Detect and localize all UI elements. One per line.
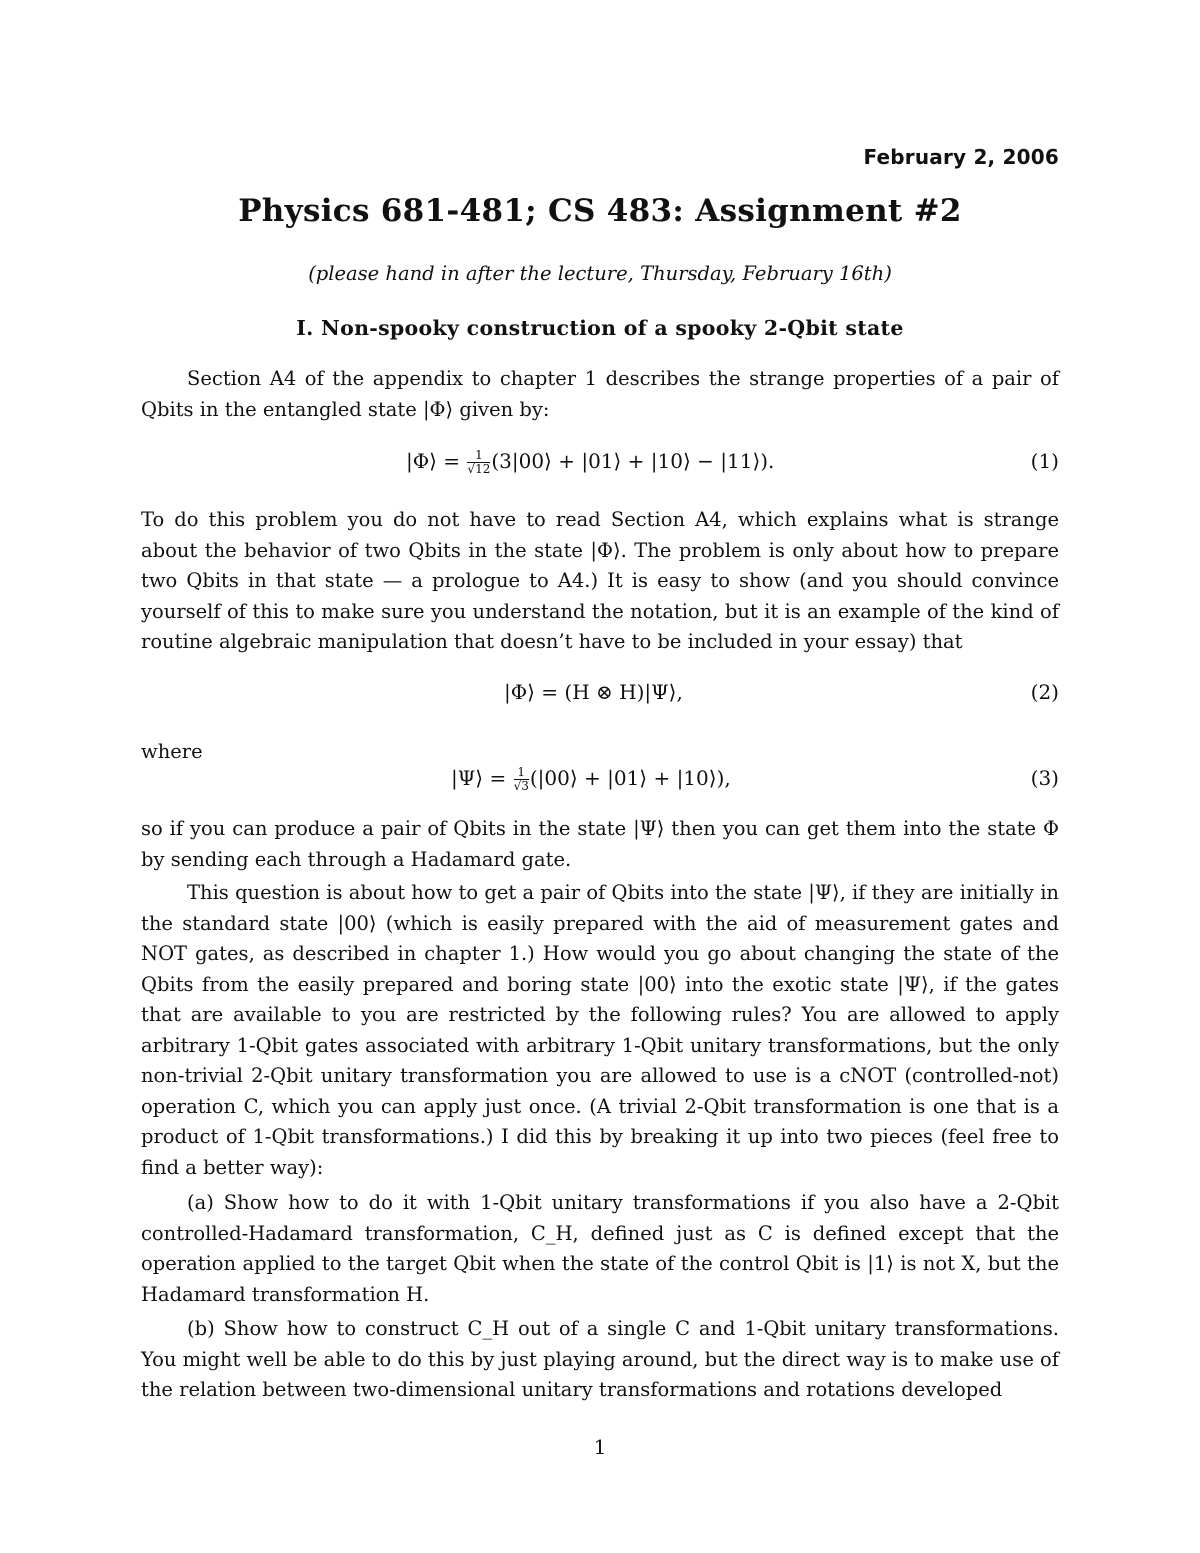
equation-1-rhs: (3|00⟩ + |01⟩ + |10⟩ − |11⟩). [491, 449, 775, 473]
paragraph-part-b: (b) Show how to construct C_H out of a single C and 1-Qbit unitary transformations. You might well be able to do this by just playing around, but the direct way is to make use of the relation between two-dimensional unitary transformations and rotations developed [141, 1317, 1060, 1401]
equation-3-number: (3) [1030, 766, 1059, 790]
paragraph-intro: Section A4 of the appendix to chapter 1 describes the strange properties of a pair of Qbits in the entangled state |Φ⟩ given by: [141, 367, 1059, 421]
equation-2-number: (2) [1030, 680, 1059, 704]
page-number: 1 [593, 1435, 607, 1459]
equation-3 [141, 766, 1059, 798]
equation-3-expression [451, 766, 731, 793]
equation-1-lhs: |Φ⟩ = [406, 449, 461, 473]
section-heading: I. Non-spooky construction of a spooky 2-Qbit state [296, 316, 904, 340]
paragraph-hadamard-gate: so if you can produce a pair of Qbits in the state |Ψ⟩ then you can get them into the state Φ by sending each through a Hadamard gate. [141, 817, 1059, 871]
paragraph-section-a4: To do this problem you do not have to read Section A4, which explains what is strange about the behavior of two Qbits in the state |Φ⟩. The problem is only about how to prepare two Qbits in that state — a prologue to A4.) It is easy to show (and you should convince yourself of this to make sure you understand the notation, but it is an example of the kind of routine algebraic manipulation that doesn’t have to be included in your essay) that [141, 508, 1059, 653]
equation-3-rhs: (|00⟩ + |01⟩ + |10⟩), [529, 766, 731, 790]
equation-1-number: (1) [1030, 449, 1059, 473]
equation-1-coef-denominator: √12 [467, 462, 491, 476]
paragraph-part-a: (a) Show how to do it with 1-Qbit unitary transformations if you also have a 2-Qbit controlled-Hadamard transformation, C_H, defined just as C is defined except that the operation applied to the target Qbit when the state of the control Qbit is |1⟩ is not X, but the Hadamard transformation H. [141, 1191, 1059, 1306]
document-date: February 2, 2006 [863, 145, 1059, 169]
equation-1-coefficient [467, 449, 490, 476]
equation-3-coef-denominator: √3 [513, 779, 529, 793]
paragraph-question: This question is about how to get a pair of Qbits into the state |Ψ⟩, if they are initially in the standard state |00⟩ (which is easily prepared with the aid of measurement gates and NOT gates, as described in chapter 1.) How would you go about changing the state of the Qbits from the easily prepared and boring state |00⟩ into the exotic state |Ψ⟩, if the gates that are available to you are restricted by the following rules? You are allowed to apply arbitrary 1-Qbit gates associated with arbitrary 1-Qbit unitary transformations, but the only non-trivial 2-Qbit unitary transformation you are allowed to use is a cNOT (controlled-not) operation C, which you can apply just once. (A trivial 2-Qbit transformation is one that is a product of 1-Qbit transformations.) I did this by breaking it up into two pieces (feel free to find a better way): [141, 881, 1059, 1179]
paragraph-where: where [141, 740, 203, 763]
equation-1-expression [406, 449, 774, 476]
equation-1-coef-numerator: 1 [467, 449, 490, 463]
equation-2 [141, 680, 1059, 712]
equation-3-coefficient [514, 766, 529, 793]
equation-1 [141, 449, 1059, 481]
equation-3-coef-numerator: 1 [514, 766, 529, 780]
assignment-title: Physics 681-481; CS 483: Assignment #2 [238, 193, 962, 229]
equation-2-expression: |Φ⟩ = (H ⊗ H)|Ψ⟩, [504, 680, 683, 704]
assignment-subtitle: (please hand in after the lecture, Thursday, February 16th) [308, 262, 892, 285]
equation-3-lhs: |Ψ⟩ = [451, 766, 507, 790]
